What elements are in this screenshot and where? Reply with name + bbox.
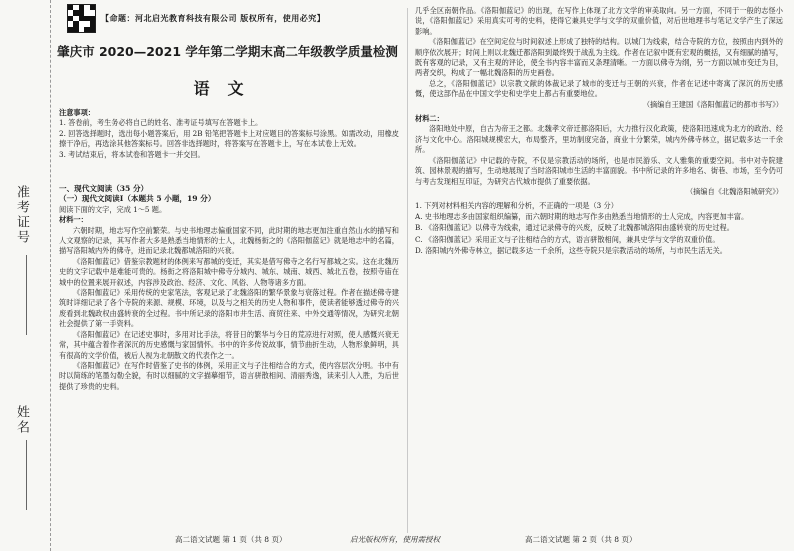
exam-id-label: 准考证号 xyxy=(14,185,29,245)
source-citation: （摘编自王建国《洛阳伽蓝记的都市书写》） xyxy=(642,99,783,109)
page-one-footer: 高二语文试题 第 1 页（共 8 页） xyxy=(175,535,287,544)
material-paragraph: 《洛阳伽蓝记》采用传统的史家笔法，客观记录了北魏洛阳的繁华景象与衰落过程。作者在描述佛寺建筑时详细记录了各个寺院的来源、规模、环境，以及与之相关的历史人物和事件，使读者能够透过佛寺的兴废看到北魏政权由盛转衰的全过程。书中所记录的洛阳市井生活、商贸往来、中外交通等情况，为研究北朝社会提供了第一手资料。 xyxy=(59,288,399,329)
sub-section-heading: （一）现代文阅读Ⅰ（本题共 5 小题，19 分） xyxy=(59,194,216,204)
question-stem: 1. 下列对材料相关内容的理解和分析，不正确的一项是（3 分） xyxy=(415,201,618,211)
reading-intro: 阅读下面的文字，完成 1～5 题。 xyxy=(59,204,167,214)
copyright-notice: 【命题：河北启光教育科技有限公司 版权所有，使用必究】 xyxy=(101,13,326,23)
page-divider xyxy=(407,8,408,533)
material-two-label: 材料二： xyxy=(415,114,444,124)
material-paragraph: 六朝时期，地志写作空前繁荣。与史书地理志偏重国家不同，此时期的地志更加注重自然山水的描写和人文观察的记录，其写作者大多是熟悉当地情形的士人，北魏杨衒之的《洛阳伽蓝记》就是地志中的名篇，描写洛阳城内外的佛寺，进而记录北魏都城洛阳的兴衰。 xyxy=(59,225,399,256)
instruction-item: 1. 答卷前，考生务必将自己的姓名、准考证号填写在答题卡上。 xyxy=(59,118,263,128)
instruction-item: 3. 考试结束后，将本试卷和答题卡一并交回。 xyxy=(59,149,205,159)
name-line xyxy=(26,440,27,510)
material-paragraph: 《洛阳伽蓝记》中记载的寺院，不仅是宗教活动的场所，也是市民游乐、文人雅集的重要空间。书中对寺院建筑、园林景观的描写，生动地展现了当时洛阳城市生活的丰富面貌。书中所记录的许多地名、街巷、市场，至今仍可与考古发现相互印证，为研究古代城市提供了重要依据。 xyxy=(415,155,783,186)
question-options xyxy=(415,212,783,257)
exam-title: 肇庆市 2020—2021 学年第二学期末高二年级教学质量检测 xyxy=(57,44,398,59)
material-one-label: 材料一： xyxy=(59,215,88,225)
section-heading: 一、现代文阅读（35 分） xyxy=(59,184,149,193)
header-bar xyxy=(67,4,325,33)
option-a: A. 史书地理志多由国家组织编纂，而六朝时期的地志写作多由熟悉当地情形的士人完成，内容更加丰富。 xyxy=(415,211,749,221)
page-two-footer: 高二语文试题 第 2 页（共 8 页） xyxy=(525,535,637,544)
name-label: 姓名 xyxy=(14,405,29,435)
right-continued-text xyxy=(415,6,783,257)
source-citation: （摘编自《北魏洛阳城研究》） xyxy=(685,186,783,196)
copyright-footer: 启光版权所有，使用需授权 xyxy=(350,535,440,544)
right-page xyxy=(415,0,787,551)
material-paragraph: 《洛阳伽蓝记》在写作时借鉴了史书的体例，采用正文与子注相结合的方式，使内容层次分明。书中有时以简练的笔墨勾勒全貌，有时以细腻的文字描摹细节，语言骈散相间、清丽秀逸，读来引人入胜，为后世提供了珍贵的史料。 xyxy=(59,360,399,391)
material-paragraph: 洛阳地处中原，自古为帝王之都。北魏孝文帝迁都洛阳后，大力推行汉化政策，使洛阳迅速成为北方的政治、经济与文化中心。洛阳城规模宏大，布局整齐，里坊制度完备，商业十分繁荣，城内外佛寺林立，据记载多达一千余所。 xyxy=(415,124,783,155)
option-d: D. 洛阳城内外佛寺林立，据记载多达一千余所，这些寺院只是宗教活动的场所，与市民生活无关。 xyxy=(415,245,727,255)
instruction-item: 2. 回答选择题时，选出每小题答案后，用 2B 铅笔把答题卡上对应题目的答案标号涂黑。如需改动，用橡皮擦干净后，再选涂其他答案标号。回答非选择题时，将答案写在答题卡上，写在本试卷上无效。 xyxy=(59,128,399,149)
option-c: C. 《洛阳伽蓝记》采用正文与子注相结合的方式，语言骈散相间，兼具史学与文学的双重价值。 xyxy=(415,234,720,244)
material-paragraph: 《洛阳伽蓝记》借鉴宗教题材的体例来写都城的变迁，其实是借写佛寺之名行写都城之实。这在北魏历史的文字记载中是难能可贵的。杨衒之将洛阳城中佛寺分城内、城东、城南、城西、城北五卷，按照寺庙在城中的位置来展开叙述，内容涉及政治、经济、文化、风俗、人物等诸多方面。 xyxy=(59,256,399,287)
left-page xyxy=(55,0,400,551)
material-paragraph: 总之，《洛阳伽蓝记》以宗教文献的体裁记录了城市的变迁与王朝的兴衰，作者在记述中寄寓了深沉的历史感慨，使这部作品在中国文学史和史学史上都占有重要地位。 xyxy=(415,78,783,99)
material-paragraph: 几乎全区南朝作品。《洛阳伽蓝记》的出现，在写作上体现了北方文学的审美取向。另一方面，不同于一般的志怪小说，《洛阳伽蓝记》采用真实可考的史料，使得它兼具史学与文学的双重价值，对后世地理书与笔记文学产生了深远影响。 xyxy=(415,6,783,36)
instructions xyxy=(59,108,399,160)
subject-title: 语文 xyxy=(193,79,262,98)
binding-margin xyxy=(0,0,51,551)
option-b: B. 《洛阳伽蓝记》以佛寺为线索，通过记录佛寺的兴废，反映了北魏都城洛阳由盛转衰的历史过程。 xyxy=(415,223,734,233)
instructions-heading: 注意事项： xyxy=(59,108,95,117)
material-paragraph: 《洛阳伽蓝记》在记述史事时，多用对比手法，将昔日的繁华与今日的荒凉进行对照，使人感慨兴衰无常，其中蕴含着作者深沉的历史感慨与家国情怀。书中的许多传说故事，情节曲折生动，人物形象鲜明，具有很高的文学价值，被后人视为北朝散文的代表作之一。 xyxy=(59,329,399,360)
qr-code-icon xyxy=(67,4,96,33)
material-paragraph: 《洛阳伽蓝记》在空间定位与时间叙述上形成了独特的结构。以城门为线索，结合寺院的方位，按照由内到外的顺序依次展开；时间上则以北魏迁都洛阳到最终毁于战乱为主线。作者在记叙中既有宏观的概括，又有细腻的描写，既有客观的记录，又有主观的评论，使全书内容丰富而又条理清晰。一方面以佛寺为纲，另一方面以城市变迁为目，两者交织，构成了一幅北魏洛阳的历史画卷。 xyxy=(415,37,783,78)
section-one xyxy=(59,184,399,392)
exam-id-line xyxy=(26,255,27,335)
